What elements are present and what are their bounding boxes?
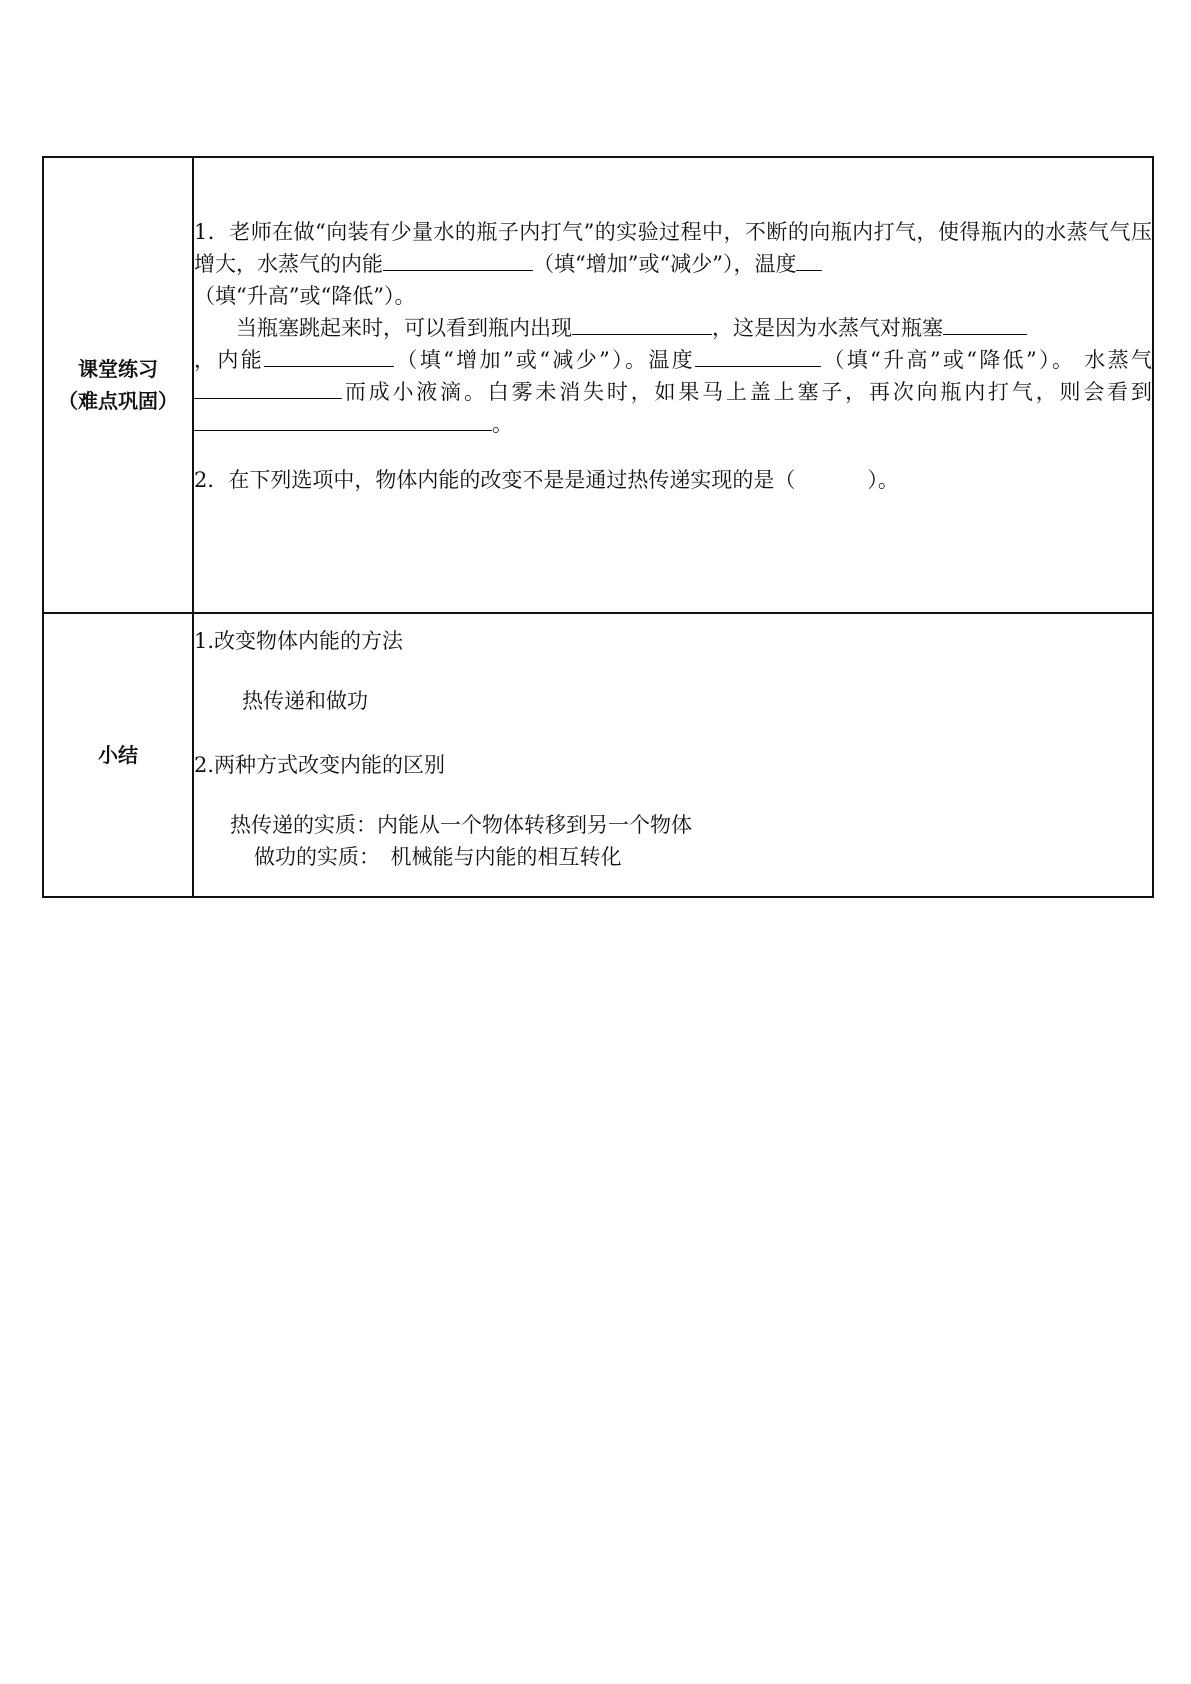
q1-paragraph-2 <box>194 312 1152 344</box>
q1-blank-result <box>194 429 492 431</box>
q1-text-6: ，内能 <box>194 348 265 372</box>
lesson-table <box>42 156 1154 898</box>
summary-label: 小结 <box>98 743 138 767</box>
summary-line-4: 热传递的实质：内能从一个物体转移到另一个物体 <box>230 813 692 837</box>
worksheet <box>42 156 1154 898</box>
question-1 <box>194 216 1152 440</box>
q1-blank-temp-change <box>695 365 821 367</box>
q1-blank-energy-change <box>264 365 394 367</box>
practice-row <box>43 157 1153 613</box>
question-2 <box>194 464 1152 496</box>
summary-line-3: 2.两种方式改变内能的区别 <box>194 753 446 777</box>
q1-text-8: （填“升高”或“降低”）。 水蒸气 <box>821 348 1152 372</box>
summary-line-1: 1.改变物体内能的方法 <box>194 629 404 653</box>
practice-label-title: 课堂练习 <box>78 357 158 381</box>
q1-blank-observe <box>572 333 712 335</box>
q2-close: ）。 <box>867 468 899 492</box>
practice-label-subtitle: （难点巩固） <box>58 389 178 413</box>
q1-blank-internal-energy <box>383 269 533 271</box>
summary-label-cell <box>43 613 193 897</box>
summary-line-5: 做功的实质： 机械能与内能的相互转化 <box>254 845 622 869</box>
q1-blank-temperature <box>796 269 822 271</box>
practice-content-cell <box>193 157 1153 613</box>
summary-content-cell <box>193 613 1153 897</box>
q1-blank-vapor <box>194 397 342 399</box>
summary-line-2: 热传递和做功 <box>242 689 368 713</box>
q1-text-3: （填“升高”或“降低”）。 <box>194 284 416 308</box>
summary-row <box>43 613 1153 897</box>
q1-text-10: 。 <box>492 412 513 436</box>
q1-text-5: ，这是因为水蒸气对瓶塞 <box>712 316 943 340</box>
practice-label-cell <box>43 157 193 613</box>
q1-text-7: （填“增加”或“减少”）。温度 <box>394 348 696 372</box>
q2-text: 2．在下列选项中，物体内能的改变不是是通过热传递实现的是（ <box>194 468 796 492</box>
q1-blank-work <box>943 333 1027 335</box>
q1-paragraph-3 <box>194 344 1152 440</box>
q1-text-1: 1．老师在做“向装有少量水的瓶子内打气”的实验过程中，不断的向瓶内打气，使得瓶内的水蒸气气压增大，水蒸气的内能 <box>194 220 1152 276</box>
q1-text-4: 当瓶塞跳起来时，可以看到瓶内出现 <box>236 316 572 340</box>
q1-text-2: （填“增加”或“减少”），温度 <box>533 252 797 276</box>
q1-text-9: 而成小液滴。白雾未消失时，如果马上盖上塞子，再次向瓶内打气，则会看到 <box>342 380 1152 404</box>
